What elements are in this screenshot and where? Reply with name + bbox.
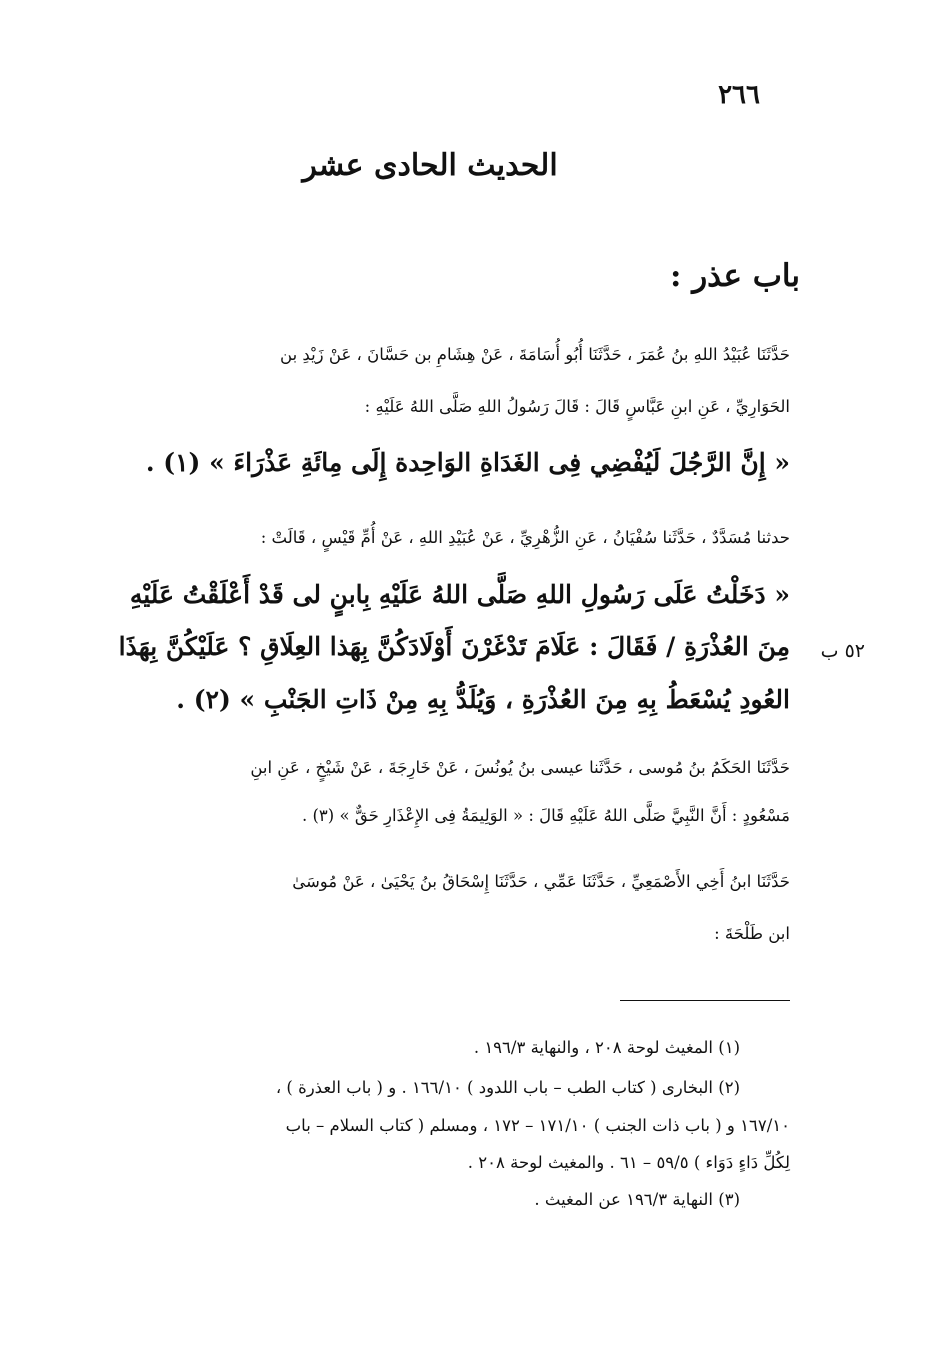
section-title: باب عذر :: [669, 258, 800, 294]
footnote-divider: [620, 1000, 790, 1001]
isnad-line: حَدَّثَنَا الحَكَمُ بنُ مُوسى ، حَدَّثَنا عيسى بنُ يُونُسَ ، عَنْ خَارِجَةَ ، عَنْ شَيْخٍ ، عَنِ ابنِ: [250, 758, 790, 777]
footnote-continuation: لِكُلِّ دَاءٍ دَوَاء ) ٥٩/٥ – ٦١ . والمغيث لوحة ٢٠٨ .: [467, 1153, 790, 1172]
isnad-line: الحَوَارِيِّ ، عَنِ ابنِ عَبَّاسٍ قَالَ : قَالَ رَسُولُ اللهِ صَلَّى اللهُ عَلَيْهِ :: [364, 397, 790, 416]
hadith-text-line: « إِنَّ الرَّجُلَ لَيُفْضِي فِى الغَدَاةِ الوَاحِدة إِلَى مِائَةِ عَذْرَاءَ » (١) .: [145, 448, 790, 477]
footnote: (٣) النهاية ١٩٦/٣ عن المغيث .: [534, 1190, 740, 1209]
hadith-text-line: « دَخَلْتُ عَلَى رَسُولِ اللهِ صَلَّى اللهُ عَلَيْهِ بِابنٍ لى قَدْ أَعْلَقْتُ عَلَيْهِ: [129, 580, 790, 609]
isnad-line: مَسْعُودٍ : أَنَّ النَّبِيَّ صَلَّى اللهُ عَلَيْهِ قَالَ : « الوَلِيمَةُ فِى الإِعْذَارِ حَقٌّ » (٣) .: [301, 806, 790, 825]
isnad-line: حَدَّثَنَا عُبَيْدُ اللهِ بنُ عُمَرَ ، حَدَّثَنَا أُبُو أُسَامَةَ ، عَنْ هِشَامِ بن حَسَّانَ ، عَنْ زَيْدِ بن: [280, 345, 790, 364]
isnad-line: ابن طَلْحَةَ :: [714, 924, 790, 943]
hadith-text-line: مِنَ العُذْرَةِ / فَقَالَ : عَلَامَ تَدْغَرْنَ أَوْلَادَكُنَّ بِهَذا العِلَاقِ ؟ عَلَيْكُنَّ بِهَذَا: [118, 632, 790, 661]
footnote: (٢) البخارى ( كتاب الطب – باب اللدود ) ١٦٦/١٠ . و ( باب العذرة ) ،: [275, 1078, 740, 1097]
isnad-line: حَدَّثَنَا ابنُ أَخِي الأَصْمَعِيِّ ، حَدَّثَنَا عَمِّي ، حَدَّثَنَا إِسْحَاقُ بنُ يَحْيَىٰ ، عَنْ مُوسَىٰ: [292, 872, 790, 891]
footnote: (١) المغيث لوحة ٢٠٨ ، والنهاية ١٩٦/٣ .: [473, 1038, 740, 1057]
hadith-text-line: العُودِ يُسْعَطُ بِهِ مِنَ العُذْرَةِ ، وَيُلَدُّ بِهِ مِنْ ذَاتِ الجَنْبِ » (٢) .: [176, 685, 790, 714]
manuscript-folio-note: ٥٢ ب: [820, 640, 865, 662]
page-number: ٢٦٦: [718, 80, 760, 110]
footnote-continuation: ١٦٧/١٠ و ( باب ذات الجنب ) ١٧١/١٠ – ١٧٢ ، ومسلم ( كتاب السلام – باب: [285, 1116, 790, 1135]
isnad-line: حدثنا مُسَدَّدٌ ، حَدَّثَنا سُفْيَانُ ، عَنِ الزُّهْرِيِّ ، عَنْ عُبَيْدِ اللهِ ، عَنْ أُمِّ قَيْسٍ ، قَالَتْ :: [260, 528, 790, 547]
chapter-title: الحديث الحادى عشر: [302, 148, 558, 183]
